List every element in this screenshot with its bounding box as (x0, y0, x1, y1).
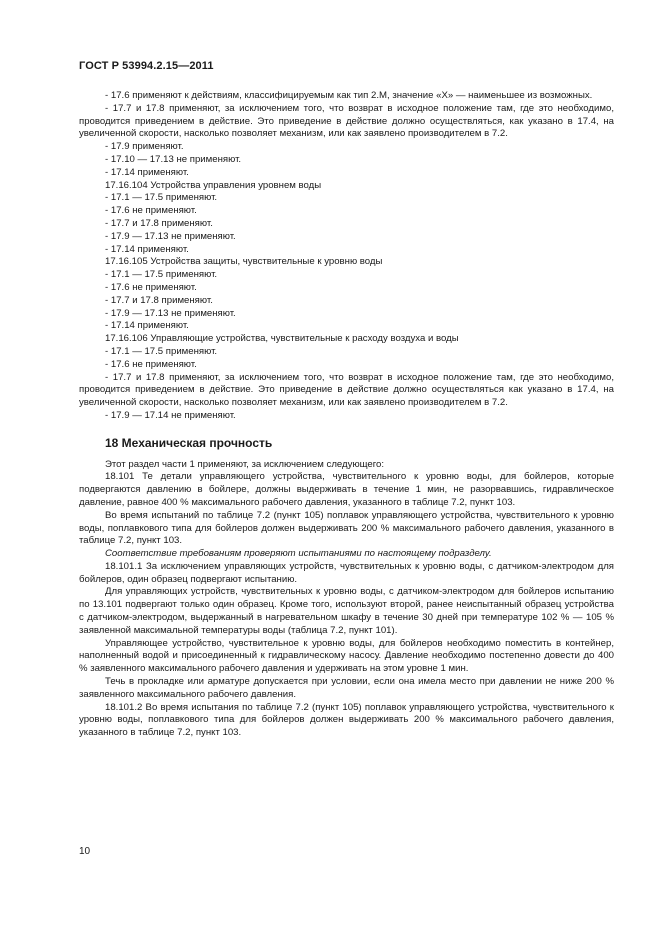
paragraph: Соответствие требованиям проверяют испытаниями по настоящему подразделу. (105, 548, 492, 560)
paragraph: Для управляющих устройств, чувствительных к уровню воды, с датчиком-электродом для бойлеров испытанию по 13.101 подвергают только один образец. Кроме того, используют второй, ранее неиспытанный образец устройства с датчиком-электродом, выдержанный в нагревательном шкафу в течение 30 дней при температуре 102 % — 105 % заявленной максимальной температуры воды (таблица 7.2, пункт 101). (79, 586, 614, 636)
paragraph: - 17.14 применяют. (105, 320, 189, 332)
paragraph: - 17.7 и 17.8 применяют. (105, 294, 213, 306)
paragraph: Этот раздел части 1 применяют, за исключением следующего: (105, 458, 385, 470)
paragraph: 17.16.104 Устройства управления уровнем воды (105, 179, 322, 191)
paragraph: - 17.1 — 17.5 применяют. (105, 269, 218, 281)
paragraph: - 17.9 — 17.13 не применяют. (105, 230, 236, 242)
clause-17-block (79, 90, 614, 423)
paragraph: - 17.6 не применяют. (105, 281, 197, 293)
paragraph: - 17.7 и 17.8 применяют, за исключением того, что возврат в исходное положение там, где это необходимо, проводится приведением в действие. Это приведение в действие должно осуществляться как указано в 17.4, на увеличенной скорости, насколько позволяет механизм, или как заявлено производителем в 7.2. (79, 371, 614, 409)
page-body (79, 90, 614, 740)
paragraph: Течь в прокладке или арматуре допускается при условии, если она имела место при давлении не ниже 200 % заявленного максимального рабочего давления. (79, 676, 614, 700)
paragraph: 17.16.106 Управляющие устройства, чувствительные к расходу воздуха и воды (105, 333, 459, 345)
paragraph: - 17.1 — 17.5 применяют. (105, 192, 218, 204)
section-title: 18 Механическая прочность (105, 435, 273, 450)
paragraph: 18.101.1 За исключением управляющих устройств, чувствительных к уровню воды, с датчиком-электродом для бойлеров, один образец подвергают испытанию. (79, 560, 614, 585)
paragraph: Управляющее устройство, чувствительное к уровню воды, для бойлеров необходимо поместить в контейнер, наполненный водой и присоединенный к гидравлическому насосу. Давление необходимо постепенно довести до 400 % заявленного максимального рабочего давления и удерживать на этом уровне 1 мин. (79, 637, 614, 675)
paragraph: - 17.6 не применяют. (105, 205, 197, 217)
paragraph: - 17.10 — 17.13 не применяют. (105, 153, 242, 165)
clause-18-block (79, 459, 614, 741)
paragraph: - 17.9 — 17.13 не применяют. (105, 307, 236, 319)
paragraph: 18.101.2 Во время испытания по таблице 7.2 (пункт 105) поплавок управляющего устройства, чувствительного к уровню воды, поплавкового типа для бойлеров должен выдерживать 200 % максимального рабочего давления, указанного в таблице 7.2, пункт 103. (79, 701, 614, 739)
paragraph: - 17.7 и 17.8 применяют, за исключением того, что возврат в исходное положение там, где это необходимо, проводится приведением в действие. Это приведение в действие должно осуществляться, как указано в 17.4, на увеличенной скорости, насколько позволяет механизм, или как заявлено производителем в 7.2. (79, 102, 614, 140)
paragraph: - 17.6 применяют к действиям, классифицируемым как тип 2.М, значение «Х» — наименьшее из возможных. (105, 90, 593, 101)
page-number: 10 (79, 846, 91, 857)
document-header: ГОСТ Р 53994.2.15—2011 (79, 60, 214, 72)
paragraph: - 17.1 — 17.5 применяют. (105, 345, 218, 357)
paragraph: 17.16.105 Устройства защиты, чувствительные к уровню воды (105, 256, 383, 268)
paragraph: - 17.6 не применяют. (105, 358, 197, 370)
paragraph: - 17.9 — 17.14 не применяют. (105, 409, 236, 421)
paragraph: - 17.14 применяют. (105, 243, 189, 255)
paragraph: - 17.9 применяют. (105, 141, 184, 153)
paragraph: 18.101 Те детали управляющего устройства, чувствительного к уровню воды, для бойлеров, которые подвергаются давлению в бойлере, должны выдерживать в течение 1 мин, не разорвавшись, гидравлическое давление, равное 400 % максимального рабочего давления, указанного в таблице 7.2, пункт 103. (79, 471, 614, 508)
paragraph: Во время испытаний по таблице 7.2 (пункт 105) поплавок управляющего устройства, чувствительного к уровню воды, поплавкового типа для бойлеров должен выдерживать 200 % максимального рабочего давления, указанного в таблице 7.2, пункт 103. (79, 509, 614, 547)
paragraph: - 17.14 применяют. (105, 166, 189, 178)
paragraph: - 17.7 и 17.8 применяют. (105, 217, 213, 229)
